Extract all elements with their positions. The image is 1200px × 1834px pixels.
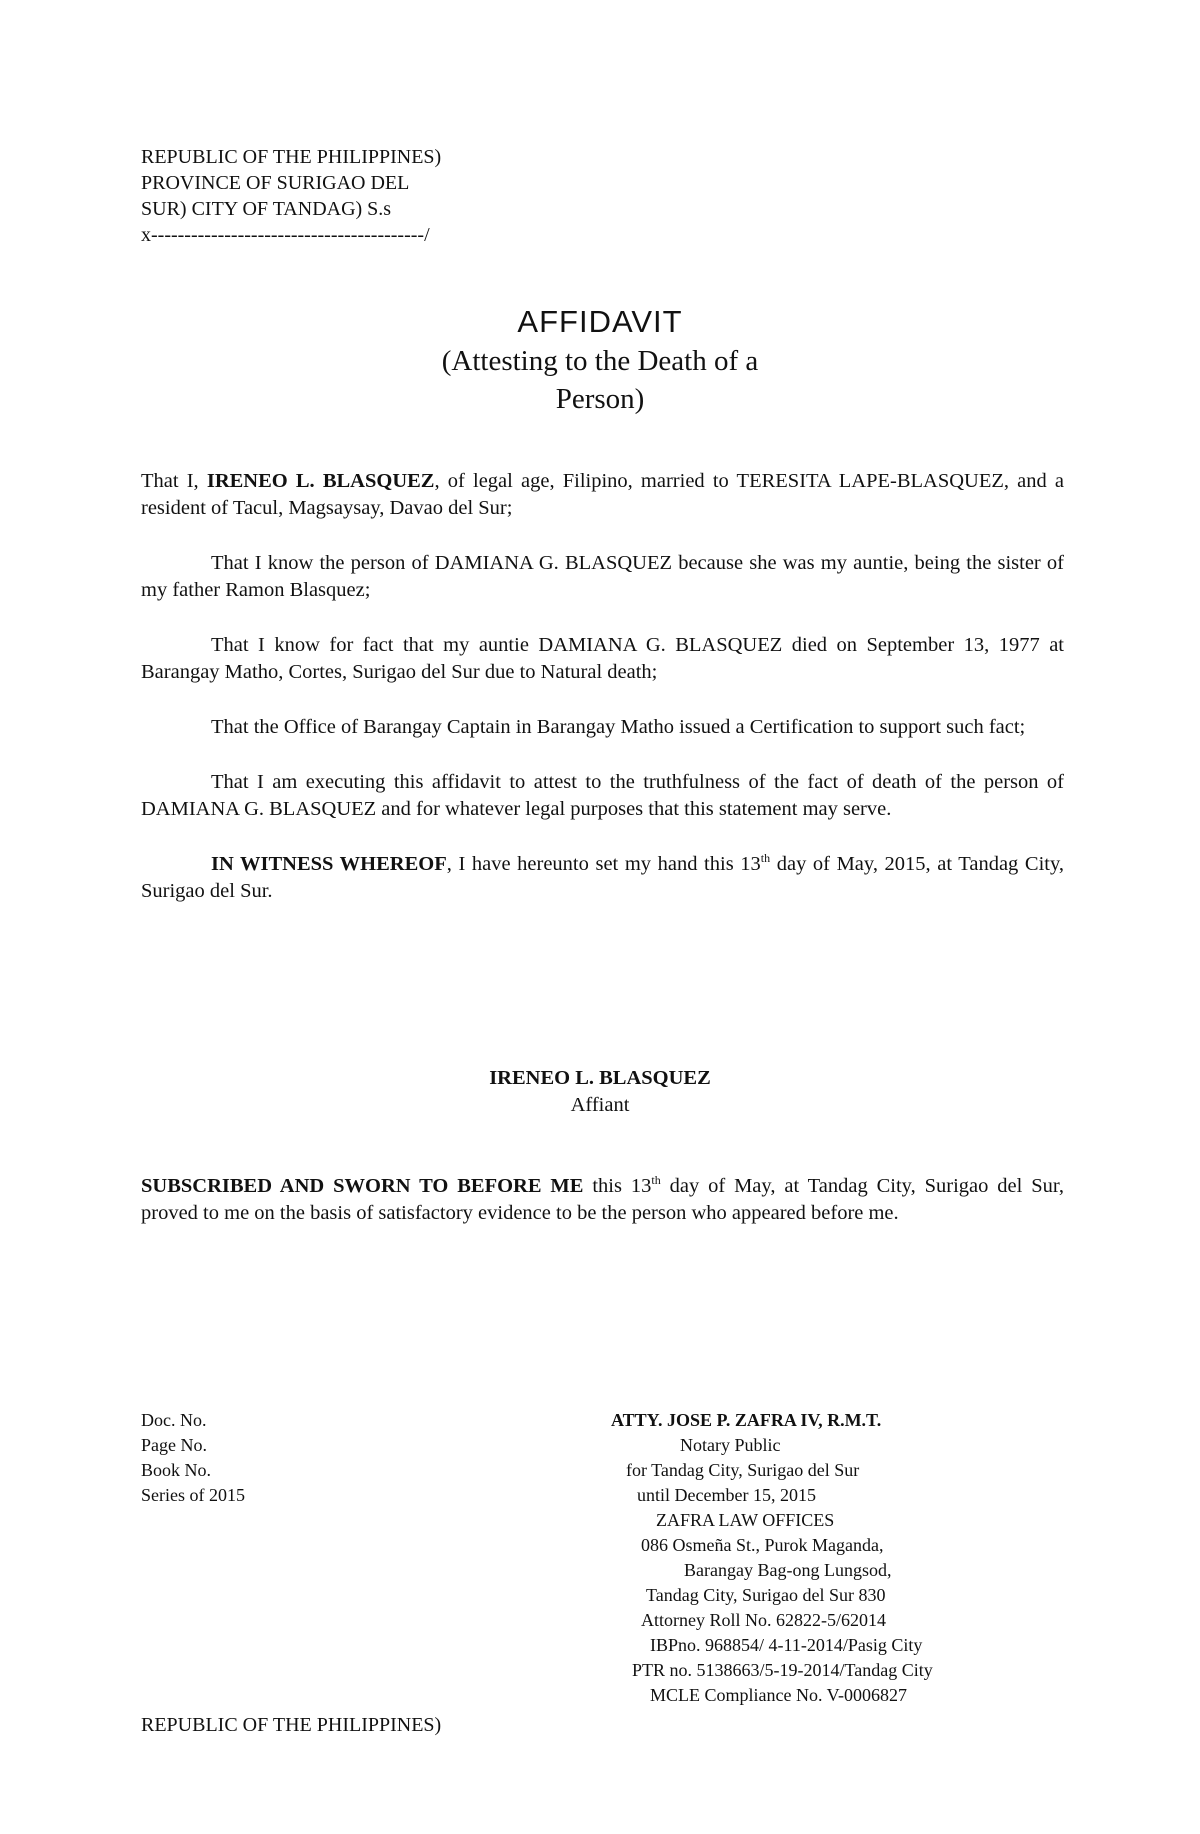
ordinal-suffix: th bbox=[760, 851, 771, 866]
notary-commission-until: until December 15, 2015 bbox=[637, 1485, 816, 1505]
text: day of May, 2015, at Tandag City, Surigao del Sur. bbox=[141, 853, 1065, 902]
ibp-number: IBPno. 968854/ 4-11-2014/Pasig City bbox=[650, 1635, 923, 1655]
paragraph-relationship: That I know the person of DAMIANA G. BLASQUEZ because she was my auntie, being the sister of my father Ramon Blasquez; bbox=[141, 552, 1064, 601]
text: day of May, at Tandag City, Surigao del Sur, proved to me on the basis of satisfactory evidence to be the person who appeared before me. bbox=[141, 1175, 1064, 1224]
footer-caption: REPUBLIC OF THE PHILIPPINES) bbox=[141, 1714, 442, 1736]
caption-line: REPUBLIC OF THE PHILIPPINES) bbox=[141, 146, 442, 168]
document-title: AFFIDAVIT bbox=[517, 304, 683, 339]
series: Series of 2015 bbox=[141, 1485, 245, 1505]
attorney-roll: Attorney Roll No. 62822-5/62014 bbox=[641, 1610, 886, 1630]
text: , of legal age, Filipino, married to TERESITA LAPE-BLASQUEZ, and a resident of Tacul, Magsaysay, Davao del Sur; bbox=[141, 470, 1065, 519]
jurat-paragraph bbox=[141, 1173, 1064, 1227]
notary-office: ZAFRA LAW OFFICES bbox=[656, 1510, 835, 1530]
paragraph-death-fact: That I know for fact that my auntie DAMIANA G. BLASQUEZ died on September 13, 1977 at Barangay Matho, Cortes, Surigao del Sur due to Natural death; bbox=[141, 634, 1064, 683]
jurat-heading: SUBSCRIBED AND SWORN TO BEFORE ME bbox=[141, 1175, 584, 1197]
title-block bbox=[200, 302, 1000, 418]
affidavit-body bbox=[141, 468, 1064, 933]
paragraph-certification: That the Office of Barangay Captain in Barangay Matho issued a Certification to support such fact; bbox=[211, 716, 1026, 738]
affiant-signature-block bbox=[400, 1065, 800, 1119]
document-subtitle: Person) bbox=[555, 383, 645, 415]
notary-address: 086 Osmeña St., Purok Maganda, bbox=[641, 1535, 884, 1555]
book-no: Book No. bbox=[141, 1460, 212, 1480]
text: That I, bbox=[141, 470, 207, 492]
affiant-role: Affiant bbox=[570, 1094, 630, 1116]
notarial-register-info bbox=[141, 1408, 245, 1508]
caption-line: SUR) CITY OF TANDAG) S.s bbox=[141, 198, 392, 220]
notary-title: Notary Public bbox=[680, 1435, 781, 1455]
caption-line: x-----------------------------------------/ bbox=[141, 224, 430, 246]
ordinal-suffix: th bbox=[651, 1173, 661, 1188]
document-subtitle: (Attesting to the Death of a bbox=[441, 345, 759, 377]
notary-address: Barangay Bag-ong Lungsod, bbox=[684, 1560, 892, 1580]
notary-address: Tandag City, Surigao del Sur 830 bbox=[646, 1585, 886, 1605]
notary-jurisdiction: for Tandag City, Surigao del Sur bbox=[626, 1460, 860, 1480]
affiant-name: IRENEO L. BLASQUEZ bbox=[206, 470, 435, 492]
text: , I have hereunto set my hand this 13 bbox=[446, 853, 761, 875]
doc-no: Doc. No. bbox=[141, 1410, 207, 1430]
caption-line: PROVINCE OF SURIGAO DEL bbox=[141, 172, 410, 194]
notary-name: ATTY. JOSE P. ZAFRA IV, R.M.T. bbox=[611, 1410, 882, 1430]
venue-caption bbox=[141, 144, 441, 248]
page-no: Page No. bbox=[141, 1435, 207, 1455]
paragraph-witness bbox=[141, 851, 1064, 905]
paragraph-affiant-identity bbox=[141, 468, 1064, 522]
paragraph-purpose: That I am executing this affidavit to attest to the truthfulness of the fact of death of the person of DAMIANA G. BLASQUEZ and for whatever legal purposes that this statement may serve. bbox=[141, 771, 1064, 820]
witness-heading: IN WITNESS WHEREOF bbox=[211, 853, 447, 875]
ptr-number: PTR no. 5138663/5-19-2014/Tandag City bbox=[632, 1660, 933, 1680]
mcle-compliance: MCLE Compliance No. V-0006827 bbox=[650, 1685, 907, 1705]
affiant-signature-name: IRENEO L. BLASQUEZ bbox=[489, 1067, 711, 1089]
text: this 13 bbox=[583, 1175, 652, 1197]
